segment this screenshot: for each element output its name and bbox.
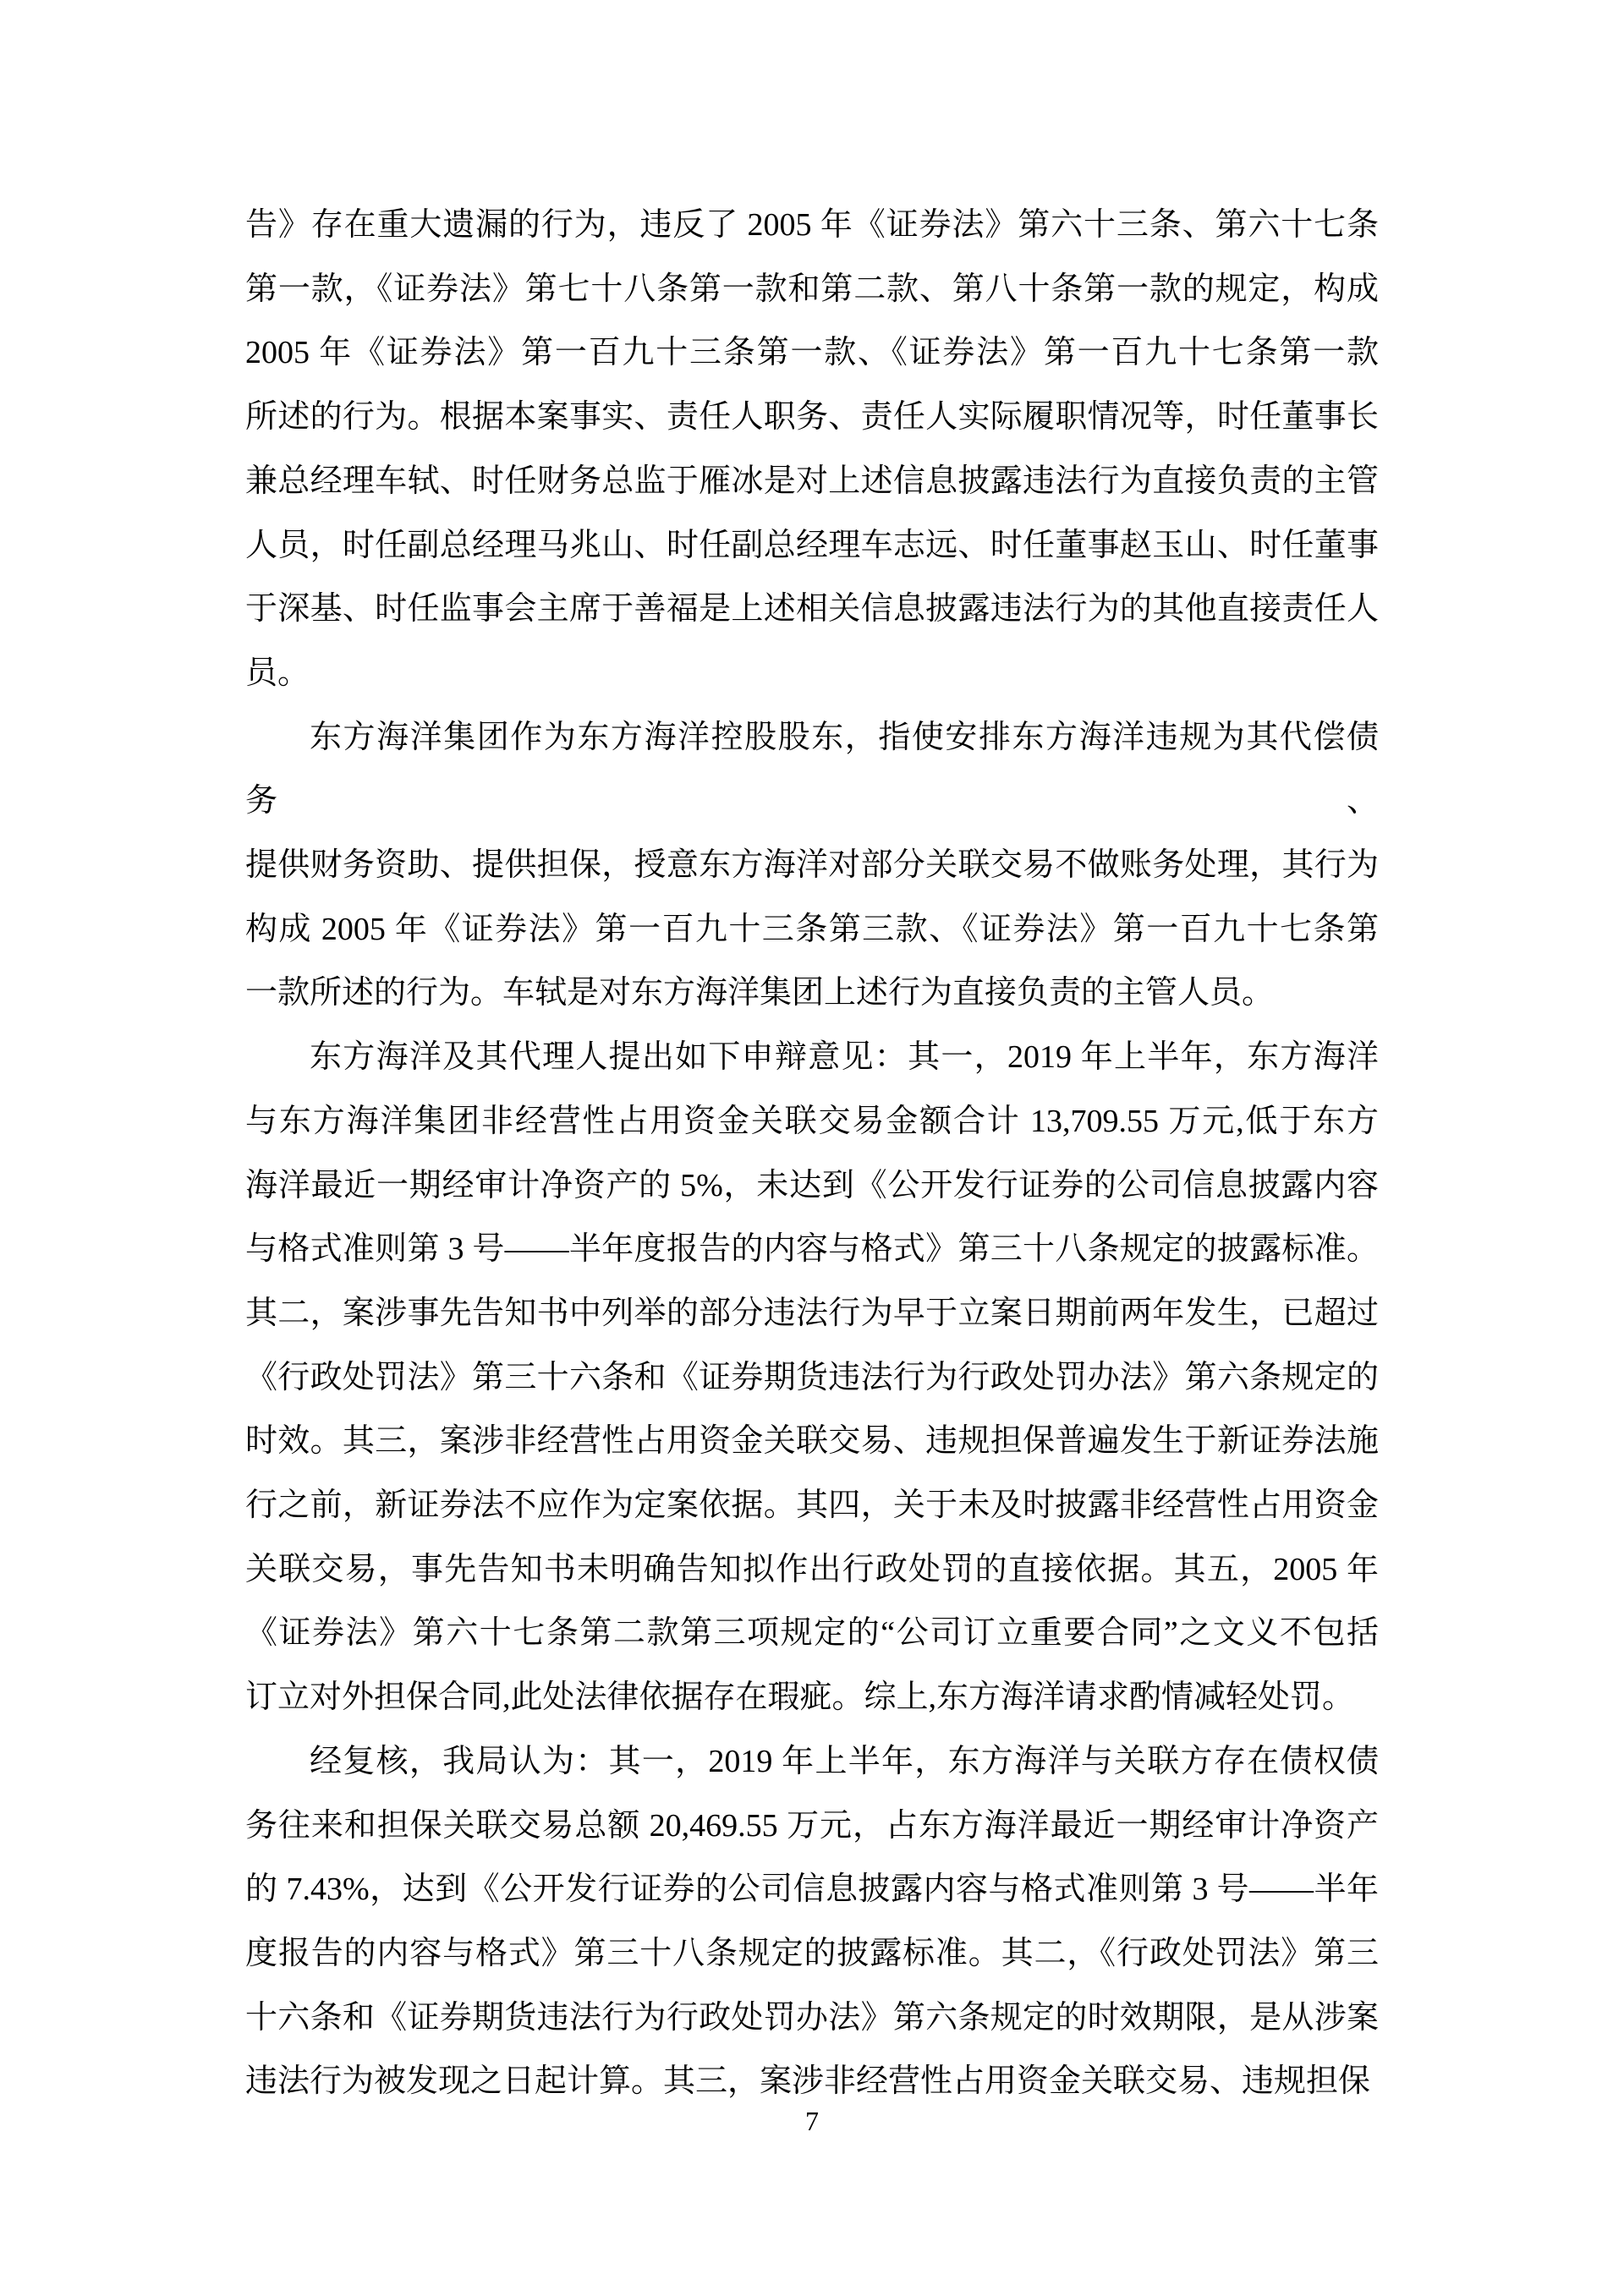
- text-line: 构成 2005 年《证券法》第一百九十三条第三款、《证券法》第一百九十七条第: [245, 911, 1379, 947]
- text-line: 东方海洋集团作为东方海洋控股股东，指使安排东方海洋违规为其代偿债务、: [245, 719, 1379, 819]
- text-line: 务往来和担保关联交易总额 20,469.55 万元，占东方海洋最近一期经审计净资产: [245, 1807, 1379, 1844]
- text-line: 行之前，新证券法不应作为定案依据。其四，关于未及时披露非经营性占用资金: [245, 1488, 1379, 1524]
- page-footer: [0, 2104, 1624, 2138]
- text-line: 2005 年《证券法》第一百九十三条第一款、《证券法》第一百九十七条第一款: [245, 335, 1379, 371]
- text-line: 的 7.43%，达到《公开发行证券的公司信息披露内容与格式准则第 3 号——半年: [245, 1871, 1379, 1908]
- text-line: 人员，时任副总经理马兆山、时任副总经理车志远、时任董事赵玉山、时任董事: [245, 527, 1379, 563]
- text-line: 关联交易，事先告知书未明确告知拟作出行政处罚的直接依据。其五，2005 年: [245, 1551, 1379, 1587]
- text-line: 《证券法》第六十七条第二款第三项规定的“公司订立重要合同”之文义不包括: [245, 1615, 1379, 1652]
- text-line: 海洋最近一期经审计净资产的 5%，未达到《公开发行证券的公司信息披露内容: [245, 1167, 1379, 1203]
- text-line: 与东方海洋集团非经营性占用资金关联交易金额合计 13,709.55 万元,低于东方: [245, 1103, 1379, 1139]
- paragraph: [245, 706, 1379, 1027]
- paragraph: [245, 1730, 1379, 2114]
- text-line: 其二，案涉事先告知书中列举的部分违法行为早于立案日期前两年发生，已超过: [245, 1295, 1379, 1331]
- text-line: 违法行为被发现之日起计算。其三，案涉非经营性占用资金关联交易、违规担保: [245, 2063, 1371, 2100]
- text-line: 东方海洋及其代理人提出如下申辩意见：其一，2019 年上半年，东方海洋: [310, 1039, 1379, 1076]
- text-line: 订立对外担保合同,此处法律依据存在瑕疵。综上,东方海洋请求酌情减轻处罚。: [245, 1680, 1355, 1716]
- paragraph: [245, 1026, 1379, 1730]
- text-line: 第一款，《证券法》第七十八条第一款和第二款、第八十条第一款的规定，构成: [245, 271, 1379, 307]
- text-line: 与格式准则第 3 号——半年度报告的内容与格式》第三十八条规定的披露标准。: [245, 1231, 1379, 1268]
- paragraph: [245, 194, 1379, 706]
- text-line: 于深基、时任监事会主席于善福是上述相关信息披露违法行为的其他直接责任人: [245, 591, 1379, 627]
- text-line: 一款所述的行为。车轼是对东方海洋集团上述行为直接负责的主管人员。: [245, 975, 1275, 1011]
- text-line: 兼总经理车轼、时任财务总监于雁冰是对上述信息披露违法行为直接负责的主管: [245, 463, 1379, 499]
- text-line: 《行政处罚法》第三十六条和《证券期货违法行为行政处罚办法》第六条规定的: [245, 1359, 1379, 1395]
- text-line: 十六条和《证券期货违法行为行政处罚办法》第六条规定的时效期限，是从涉案: [245, 1999, 1379, 2036]
- text-line: 所述的行为。根据本案事实、责任人职务、责任人实际履职情况等，时任董事长: [245, 399, 1379, 436]
- text-line: 经复核，我局认为：其一，2019 年上半年，东方海洋与关联方存在债权债: [310, 1743, 1379, 1779]
- document-body: [245, 194, 1379, 2114]
- text-line: 员。: [245, 655, 310, 691]
- page-number: 7: [805, 2106, 819, 2136]
- text-line: 提供财务资助、提供担保，授意东方海洋对部分关联交易不做账务处理，其行为: [245, 847, 1379, 884]
- text-line: 度报告的内容与格式》第三十八条规定的披露标准。其二，《行政处罚法》第三: [245, 1935, 1379, 1971]
- text-line: 时效。其三，案涉非经营性占用资金关联交易、违规担保普遍发生于新证券法施: [245, 1423, 1379, 1460]
- text-line: 告》存在重大遗漏的行为，违反了 2005 年《证券法》第六十三条、第六十七条: [245, 207, 1379, 243]
